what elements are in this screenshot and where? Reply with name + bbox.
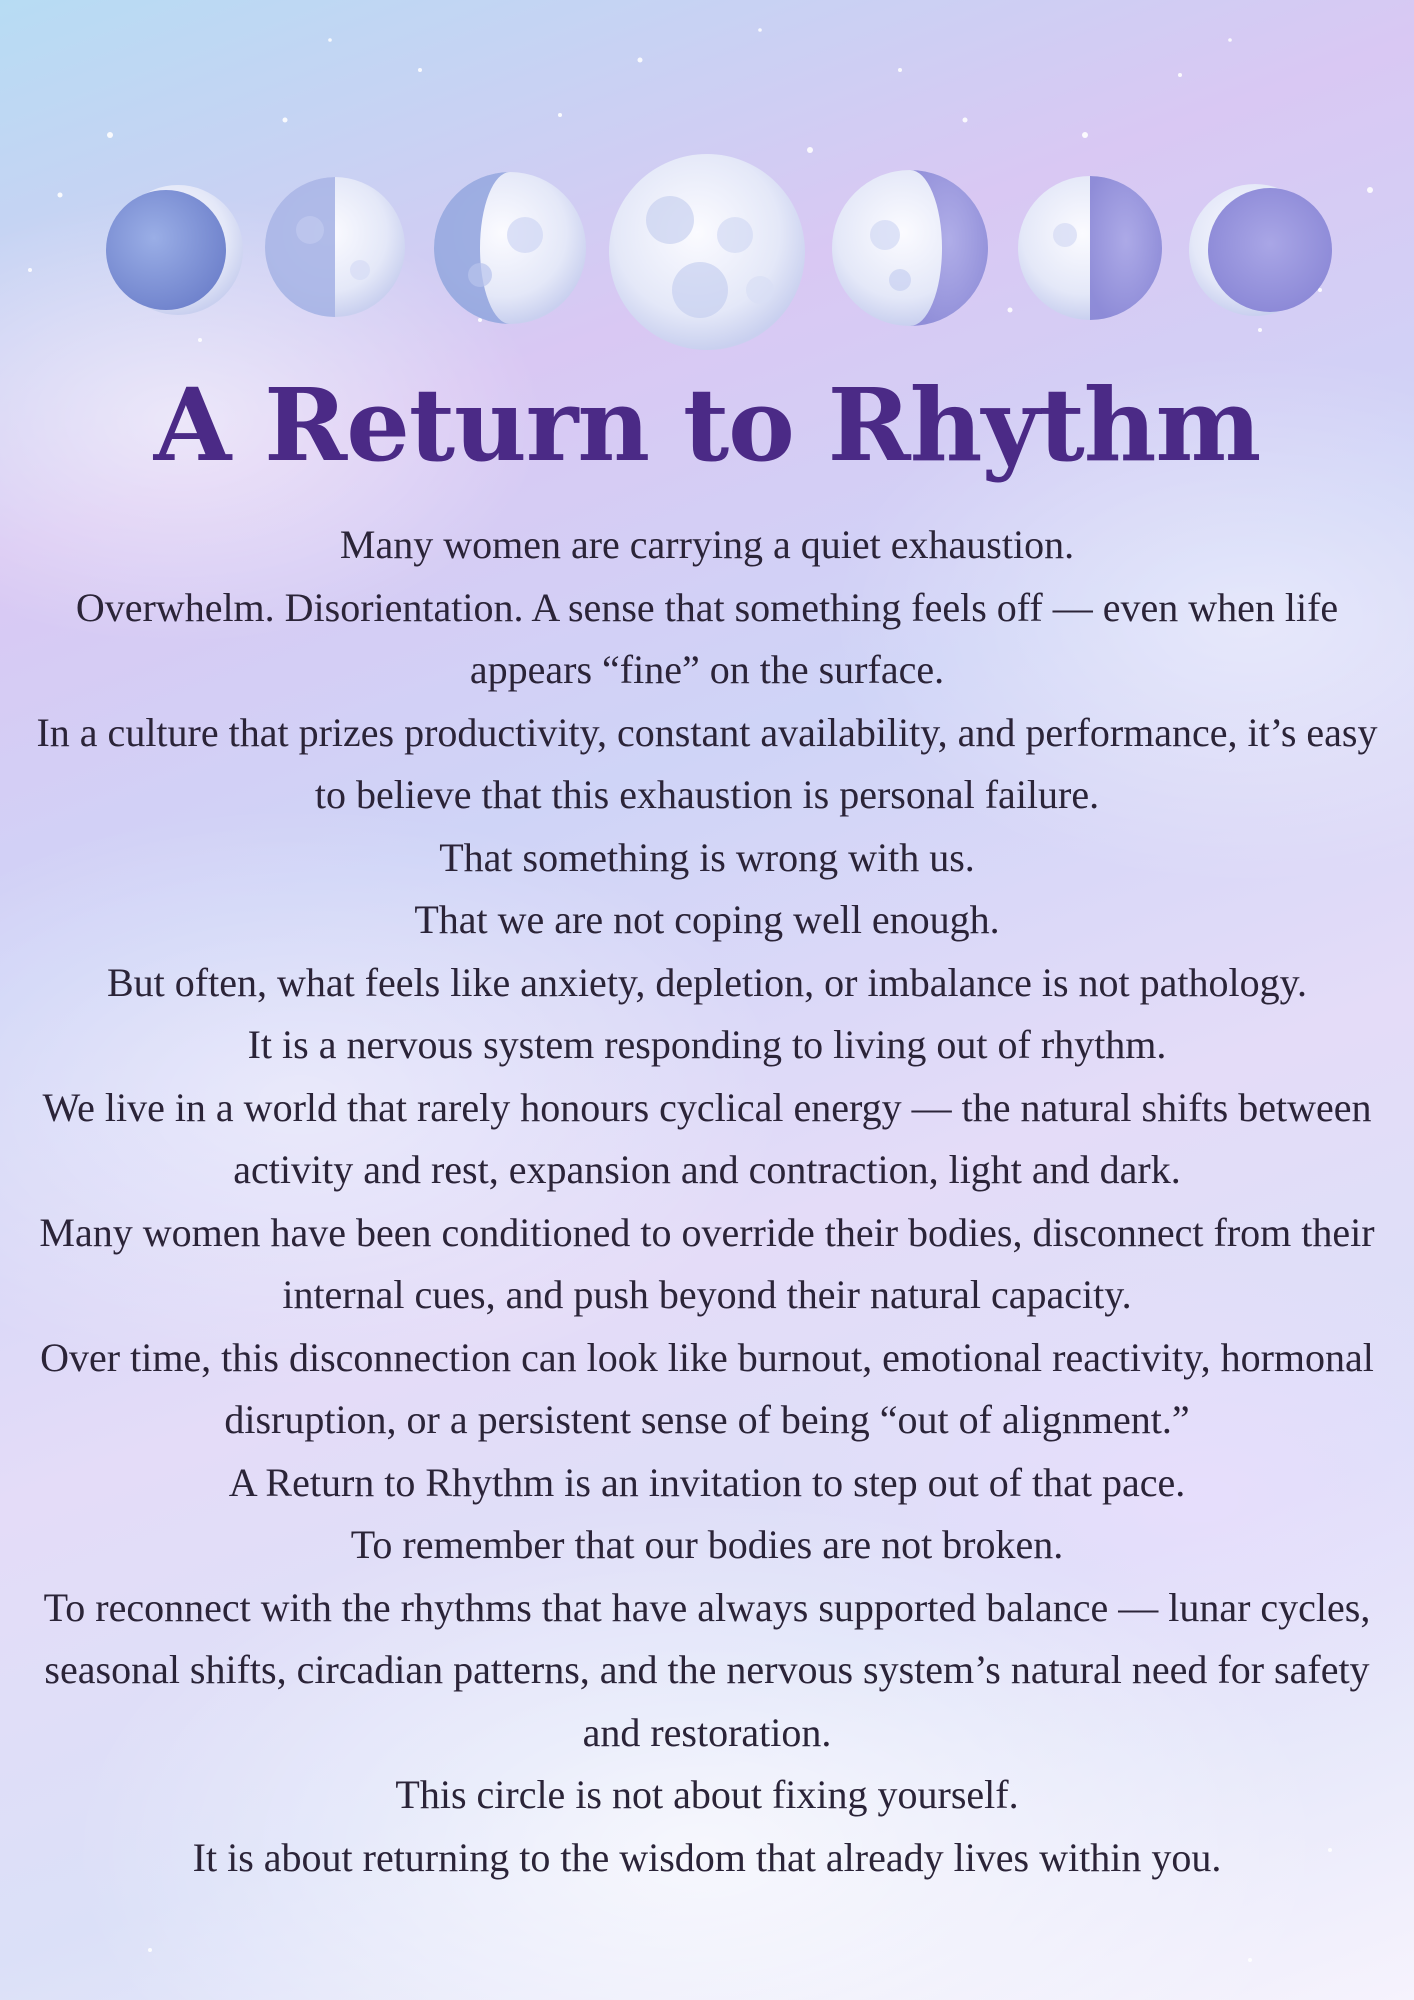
paragraph: We live in a world that rarely honours cyclical energy — the natural shifts between activity and rest, expansion and contraction, light and dark. [42, 1084, 1372, 1192]
moon-phases-row [0, 140, 1414, 360]
page-title: A Return to Rhythm [153, 366, 1261, 484]
paragraph: To remember that our bodies are not broken. [350, 1522, 1064, 1567]
first-quarter-moon-icon [265, 177, 405, 317]
paragraph: Overwhelm. Disorientation. A sense that something feels off — even when life appears “fine” on the surface. [75, 584, 1339, 692]
paragraph: To reconnect with the rhythms that have always supported balance — lunar cycles, seasonal shifts, circadian patterns, and the nervous system’s natural need for safety and restoration. [43, 1584, 1371, 1755]
waxing-gibbous-moon-icon [434, 172, 586, 324]
paragraph: It is a nervous system responding to living out of rhythm. [247, 1022, 1167, 1067]
waning-crescent-moon-icon [1189, 184, 1332, 316]
paragraph: But often, what feels like anxiety, depletion, or imbalance is not pathology. [106, 959, 1308, 1005]
paragraph: A Return to Rhythm is an invitation to step out of that pace. [228, 1459, 1186, 1505]
paragraph: That something is wrong with us. [439, 834, 975, 880]
paragraph: It is about returning to the wisdom that already lives within you. [192, 1834, 1222, 1880]
last-quarter-moon-icon [1018, 176, 1162, 320]
full-moon-icon [609, 154, 805, 350]
paragraph: In a culture that prizes productivity, constant availability, and performance, it’s easy to believe that this exhaustion is personal failure. [36, 709, 1378, 817]
paragraph: Many women have been conditioned to override their bodies, disconnect from their internal cues, and push beyond their natural capacity. [39, 1209, 1375, 1317]
paragraph: That we are not coping well enough. [414, 897, 1000, 942]
paragraph: Many women are carrying a quiet exhaustion. [339, 522, 1075, 567]
paragraph: This circle is not about fixing yourself. [395, 1772, 1019, 1817]
body-text [30, 514, 1384, 1889]
paragraph: Over time, this disconnection can look like burnout, emotional reactivity, hormonal disruption, or a persistent sense of being “out of alignment.” [40, 1334, 1374, 1442]
waxing-crescent-moon-icon [106, 185, 243, 315]
waning-gibbous-moon-icon [832, 170, 988, 326]
